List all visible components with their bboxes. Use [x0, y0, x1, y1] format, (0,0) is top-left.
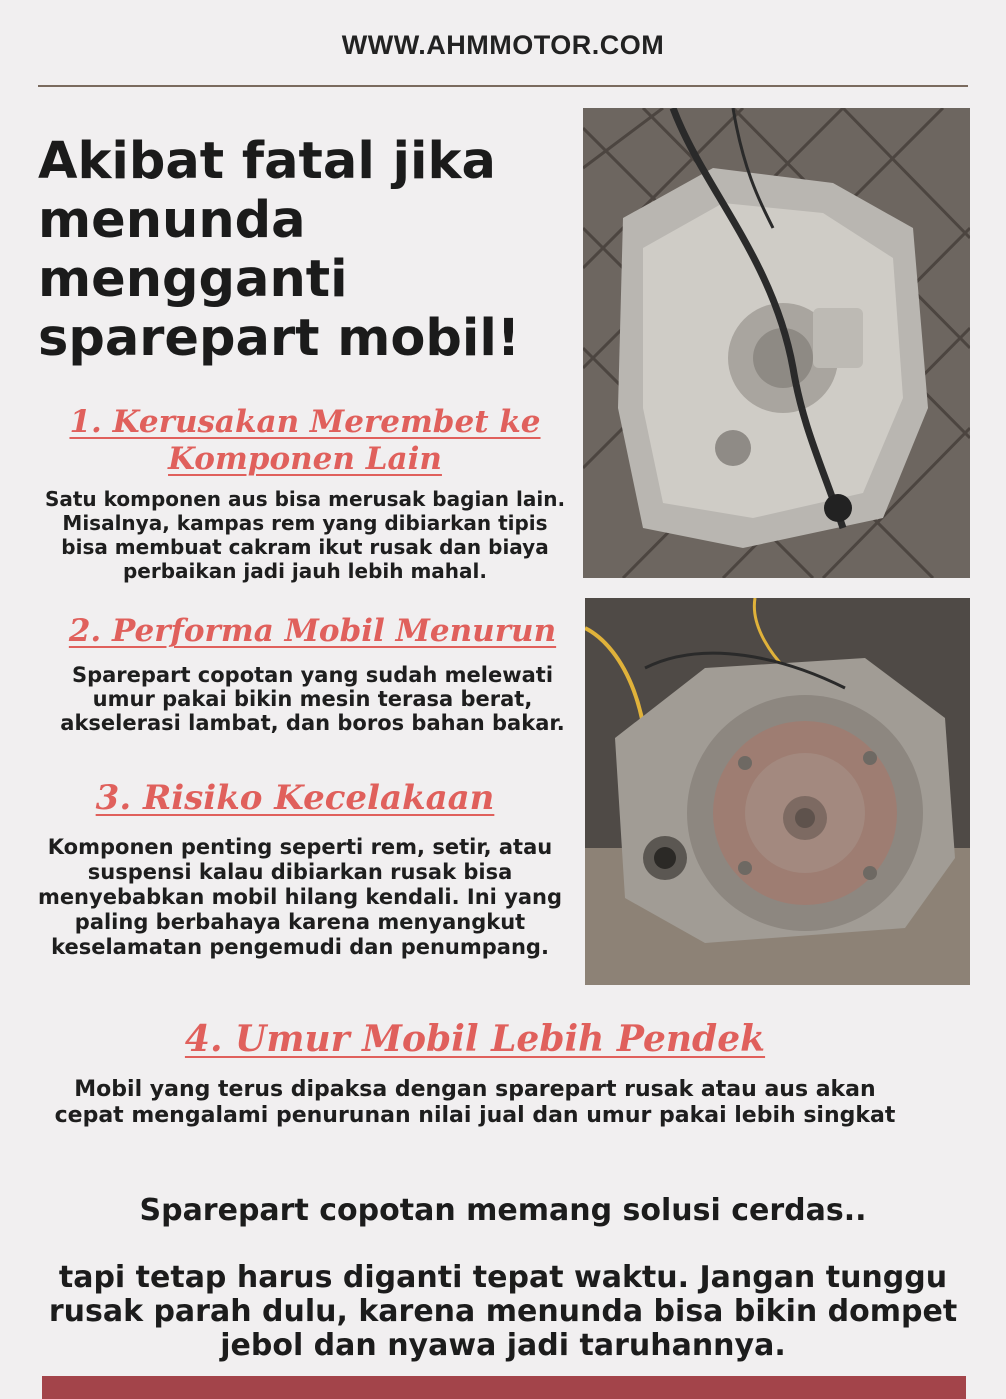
transmission-photo-top — [583, 108, 970, 578]
closing-line-2: tapi tetap harus diganti tepat waktu. Jangan tunggu rusak parah dulu, karena menunda bisa bikin dompet jebol dan nyawa jadi taruhannya. — [48, 1260, 958, 1363]
bottom-bar — [42, 1376, 966, 1399]
section-1-title: 1. Kerusakan Merembet ke Komponen Lain — [69, 404, 541, 477]
transmission-photo-bottom — [585, 598, 970, 985]
top-divider — [38, 85, 968, 87]
section-4-title: 4. Umur Mobil Lebih Pendek — [184, 1018, 766, 1060]
section-2-title: 2. Performa Mobil Menurun — [68, 613, 557, 649]
closing-line-1: Sparepart copotan memang solusi cerdas.. — [139, 1193, 867, 1228]
section-2-body: Sparepart copotan yang sudah melewati umur pakai bikin mesin terasa berat, akselerasi lambat, dan boros bahan bakar. — [60, 663, 565, 735]
section-4-body: Mobil yang terus dipaksa dengan sparepart rusak atau aus akan cepat mengalami penurunan nilai jual dan umur pakai lebih singkat — [54, 1077, 896, 1128]
headline: Akibat fatal jika menunda mengganti sparepart mobil! — [38, 132, 521, 368]
section-3-body: Komponen penting seperti rem, setir, atau suspensi kalau dibiarkan rusak bisa menyebabkan mobil hilang kendali. Ini yang paling berbahaya karena menyangkut keselamatan pengemudi dan penumpang. — [37, 835, 563, 959]
website-url: WWW.AHMMOTOR.COM — [341, 30, 665, 60]
section-1-body: Satu komponen aus bisa merusak bagian lain. Misalnya, kampas rem yang dibiarkan tipis bisa membuat cakram ikut rusak dan biaya perbaikan jadi jauh lebih mahal. — [44, 487, 566, 583]
section-3-title: 3. Risiko Kecelakaan — [95, 778, 495, 818]
